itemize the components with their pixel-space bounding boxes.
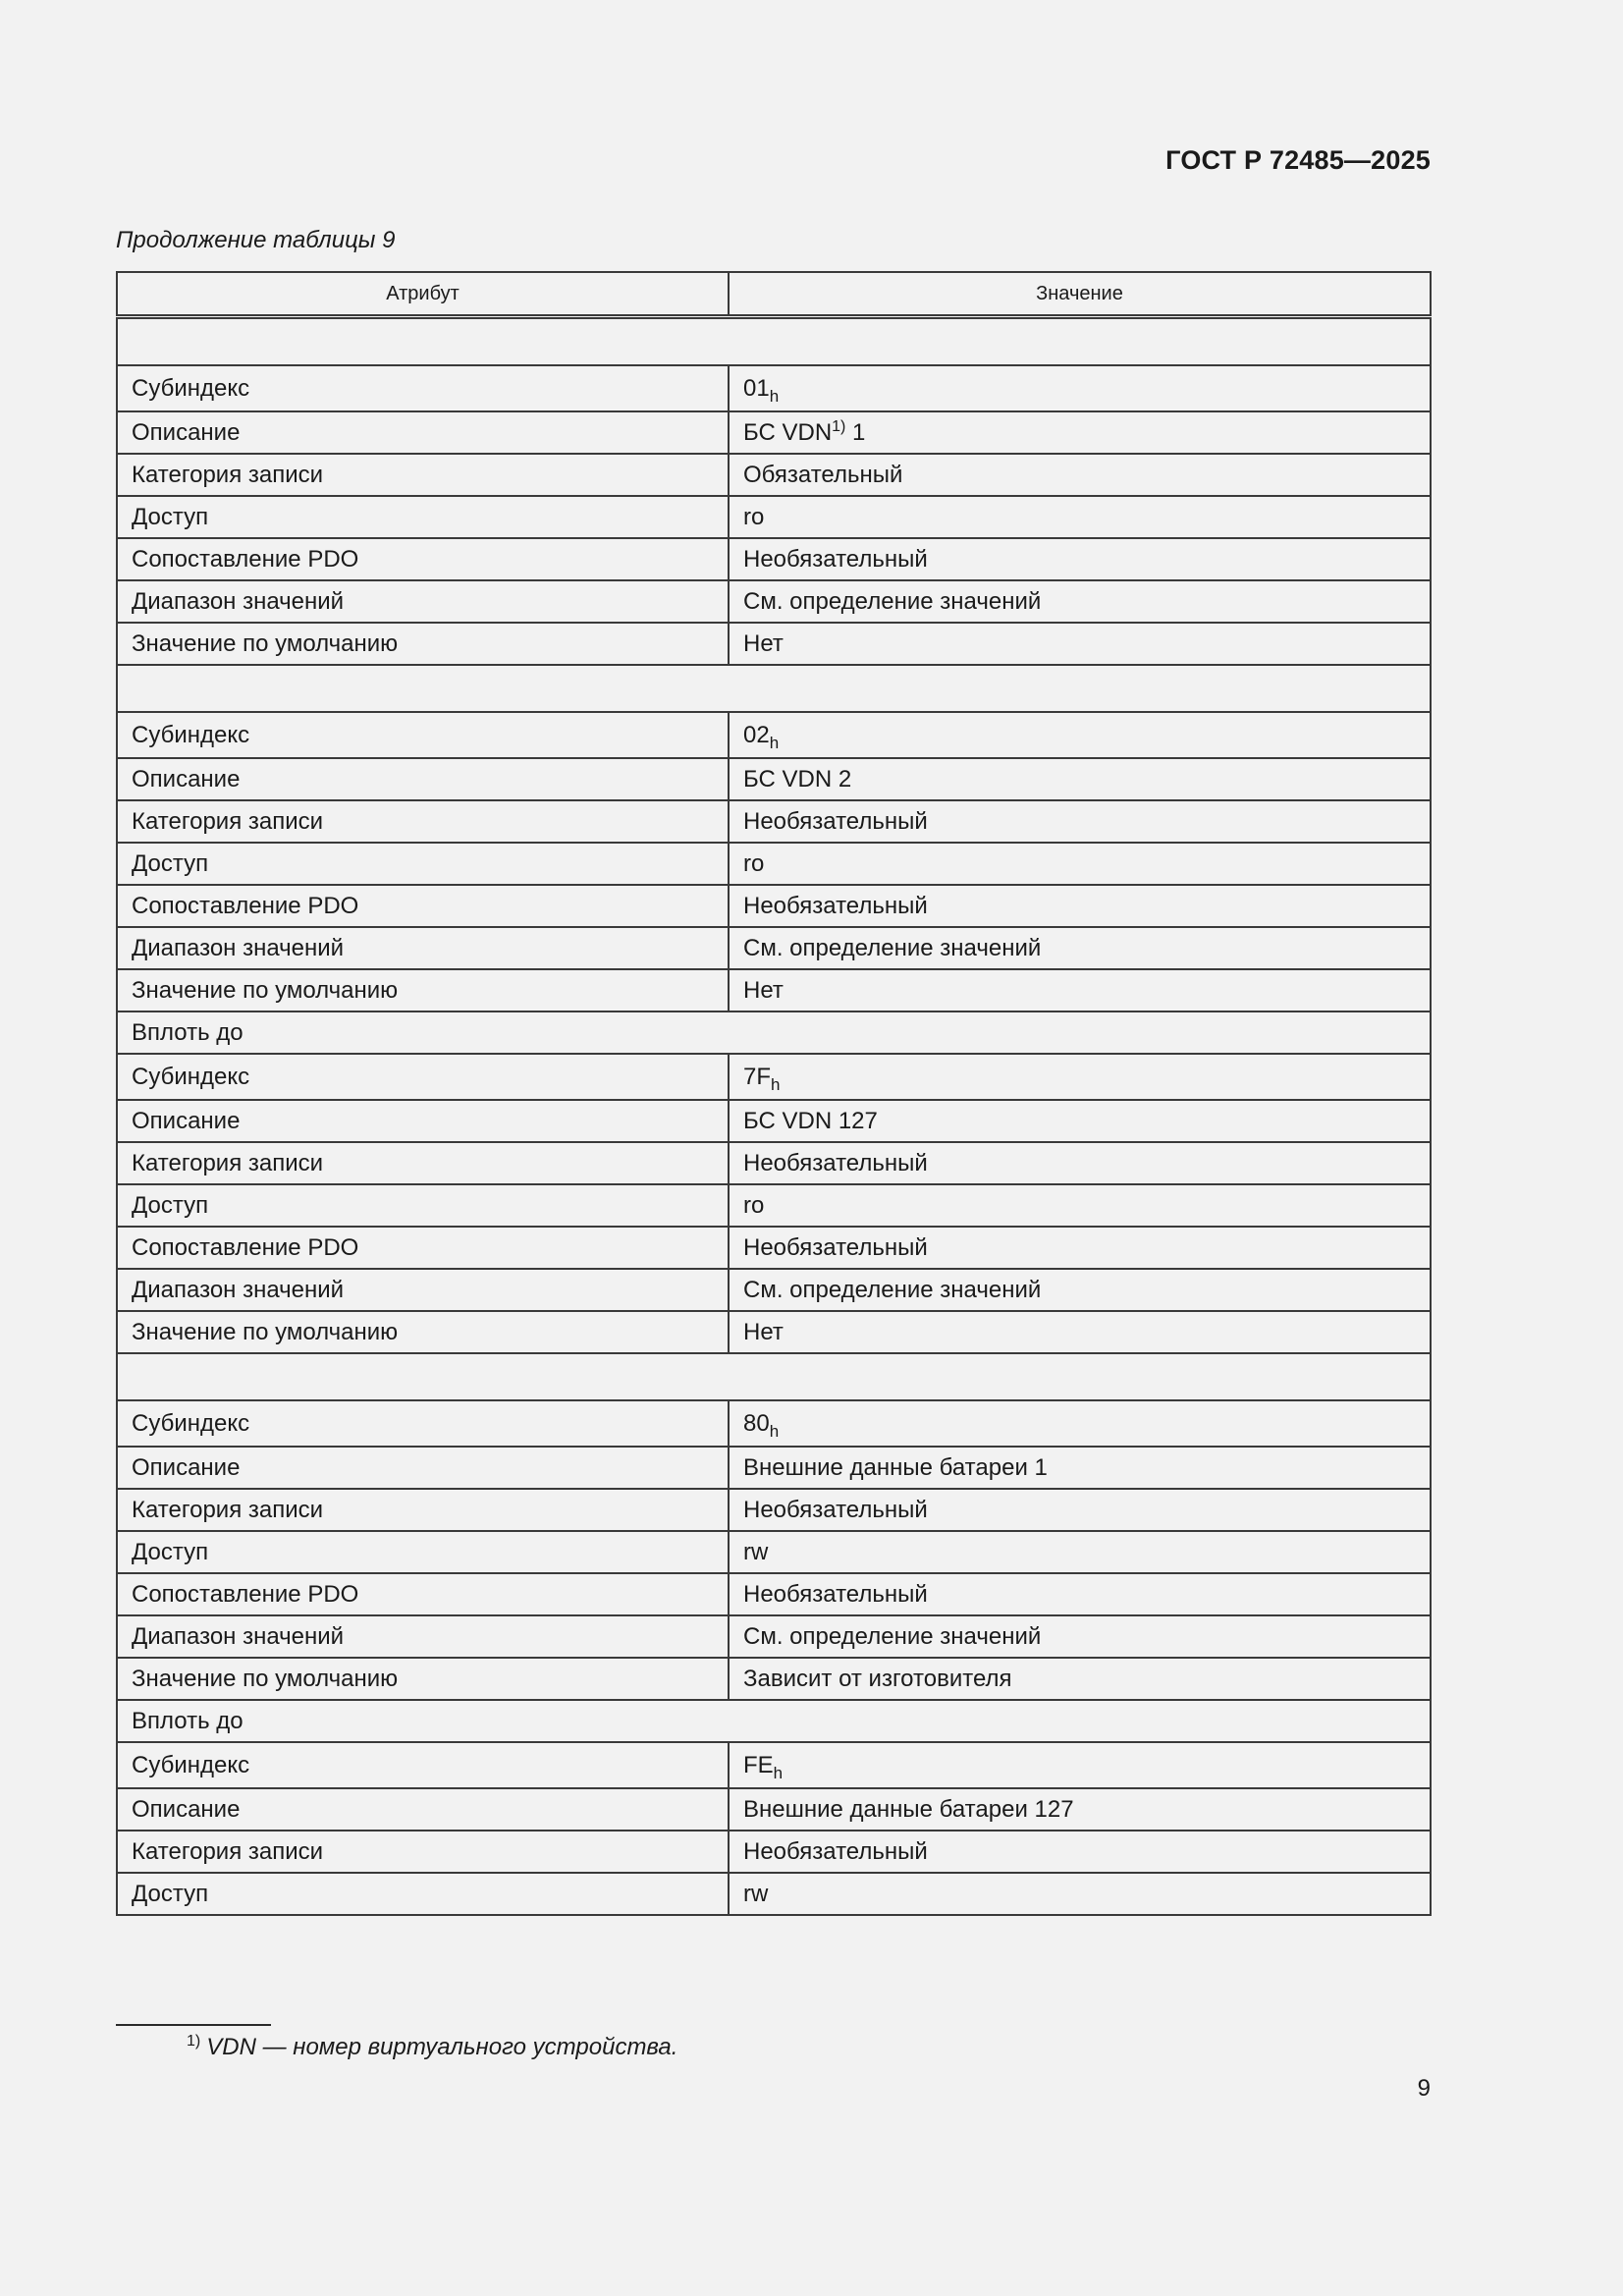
attribute-cell: Сопоставление PDO [117, 1227, 729, 1269]
table-body [117, 317, 1431, 1916]
value-text: См. определение значений [743, 587, 1042, 615]
value-suffix: 1 [845, 418, 866, 446]
footnote [187, 2034, 677, 2061]
attribute-table [116, 271, 1432, 1916]
value-text: ro [743, 1191, 765, 1219]
attribute-cell: Сопоставление PDO [117, 885, 729, 927]
value-cell [729, 580, 1431, 623]
table-row [117, 580, 1431, 623]
table-row [117, 1400, 1431, 1447]
attribute-cell: Сопоставление PDO [117, 538, 729, 580]
separator-cell [117, 665, 1431, 712]
value-cell [729, 843, 1431, 885]
value-text: Нет [743, 1318, 784, 1345]
table-row [117, 1184, 1431, 1227]
attribute-cell: Субиндекс [117, 1054, 729, 1100]
table-group-separator-row [117, 665, 1431, 712]
value-cell [729, 1742, 1431, 1788]
table-row [117, 885, 1431, 927]
range-label-cell: Вплоть до [117, 1011, 1431, 1054]
footnote-text: VDN — номер виртуального устройства. [206, 2034, 678, 2060]
table-row [117, 1742, 1431, 1788]
value-cell [729, 1142, 1431, 1184]
attribute-cell: Описание [117, 758, 729, 800]
column-header-attribute: Атрибут [117, 272, 729, 317]
value-text: Обязательный [743, 461, 903, 488]
attribute-cell: Значение по умолчанию [117, 1311, 729, 1353]
value-cell [729, 1658, 1431, 1700]
value-text: Нет [743, 629, 784, 657]
table-row [117, 758, 1431, 800]
attribute-cell: Доступ [117, 843, 729, 885]
table-row [117, 623, 1431, 665]
value-text: Необязательный [743, 1233, 928, 1261]
attribute-cell: Категория записи [117, 1489, 729, 1531]
value-text: rw [743, 1538, 769, 1565]
table-range-row [117, 1700, 1431, 1742]
table-row [117, 1489, 1431, 1531]
attribute-cell: Доступ [117, 1873, 729, 1915]
footnote-divider [116, 2024, 271, 2026]
value-cell [729, 496, 1431, 538]
value-cell [729, 1311, 1431, 1353]
value-text: 01 [743, 374, 770, 402]
table-row [117, 712, 1431, 758]
attribute-cell: Сопоставление PDO [117, 1573, 729, 1615]
attribute-cell: Значение по умолчанию [117, 969, 729, 1011]
attribute-cell: Категория записи [117, 1831, 729, 1873]
attribute-cell: Доступ [117, 1184, 729, 1227]
separator-cell [117, 317, 1431, 366]
value-text: Зависит от изготовителя [743, 1665, 1012, 1692]
table-range-row [117, 1011, 1431, 1054]
value-cell [729, 1531, 1431, 1573]
table-row [117, 1269, 1431, 1311]
attribute-cell: Описание [117, 1100, 729, 1142]
table-row [117, 1658, 1431, 1700]
attribute-cell: Описание [117, 1788, 729, 1831]
value-text: Внешние данные батареи 1 [743, 1453, 1048, 1481]
value-cell [729, 1054, 1431, 1100]
table-row [117, 1531, 1431, 1573]
value-text: БС VDN 2 [743, 765, 852, 793]
range-label-cell: Вплоть до [117, 1700, 1431, 1742]
table-row [117, 1873, 1431, 1915]
document-id: ГОСТ Р 72485—2025 [1165, 145, 1431, 175]
value-text: Необязательный [743, 1837, 928, 1865]
table-header-row [117, 272, 1431, 317]
value-text: Необязательный [743, 1496, 928, 1523]
value-cell [729, 1269, 1431, 1311]
value-text: 80 [743, 1409, 770, 1437]
value-cell [729, 712, 1431, 758]
attribute-cell: Диапазон значений [117, 1269, 729, 1311]
hex-subscript: h [769, 1421, 780, 1441]
footnote-reference: 1) [832, 417, 846, 435]
value-text: Необязательный [743, 807, 928, 835]
table-row [117, 1142, 1431, 1184]
attribute-cell: Доступ [117, 496, 729, 538]
table-row [117, 411, 1431, 454]
table-row [117, 454, 1431, 496]
table-row [117, 1227, 1431, 1269]
value-cell [729, 758, 1431, 800]
table-row [117, 800, 1431, 843]
attribute-cell: Субиндекс [117, 1400, 729, 1447]
value-cell [729, 454, 1431, 496]
table-row [117, 1831, 1431, 1873]
footnote-marker: 1) [187, 2033, 201, 2050]
value-cell [729, 1615, 1431, 1658]
hex-subscript: h [769, 386, 780, 406]
table-row [117, 365, 1431, 411]
table-row [117, 843, 1431, 885]
value-text: БС VDN [743, 418, 833, 446]
value-text: БС VDN 127 [743, 1107, 878, 1134]
attribute-cell: Значение по умолчанию [117, 1658, 729, 1700]
table-row [117, 538, 1431, 580]
value-cell [729, 885, 1431, 927]
table-row [117, 969, 1431, 1011]
column-header-value: Значение [729, 272, 1431, 317]
attribute-cell: Категория записи [117, 1142, 729, 1184]
value-cell [729, 411, 1431, 454]
table-group-separator-row [117, 1353, 1431, 1400]
table-row [117, 1311, 1431, 1353]
table-row [117, 1100, 1431, 1142]
value-text: FE [743, 1751, 774, 1778]
value-text: 7F [743, 1063, 772, 1090]
table-row [117, 1573, 1431, 1615]
table-row [117, 1788, 1431, 1831]
value-cell [729, 1489, 1431, 1531]
value-text: См. определение значений [743, 1276, 1042, 1303]
attribute-cell: Субиндекс [117, 365, 729, 411]
attribute-cell: Описание [117, 1447, 729, 1489]
table-row [117, 496, 1431, 538]
value-cell [729, 927, 1431, 969]
attribute-cell: Диапазон значений [117, 927, 729, 969]
value-text: См. определение значений [743, 934, 1042, 961]
hex-subscript: h [771, 1074, 781, 1094]
attribute-cell: Субиндекс [117, 712, 729, 758]
value-cell [729, 365, 1431, 411]
attribute-cell: Диапазон значений [117, 580, 729, 623]
table-caption: Продолжение таблицы 9 [116, 227, 396, 253]
value-text: rw [743, 1880, 769, 1907]
value-text: ro [743, 849, 765, 877]
attribute-cell: Доступ [117, 1531, 729, 1573]
separator-cell [117, 1353, 1431, 1400]
value-text: ro [743, 503, 765, 530]
hex-subscript: h [773, 1763, 784, 1782]
table-group-separator-row [117, 317, 1431, 366]
attribute-cell: Категория записи [117, 800, 729, 843]
page-number: 9 [1417, 2075, 1431, 2102]
value-cell [729, 623, 1431, 665]
table-row [117, 1615, 1431, 1658]
value-cell [729, 1100, 1431, 1142]
hex-subscript: h [769, 733, 780, 752]
attribute-cell: Субиндекс [117, 1742, 729, 1788]
value-text: Внешние данные батареи 127 [743, 1795, 1074, 1823]
value-text: Необязательный [743, 545, 928, 573]
value-text: Необязательный [743, 1149, 928, 1176]
value-text: 02 [743, 721, 770, 748]
attribute-cell: Описание [117, 411, 729, 454]
value-cell [729, 969, 1431, 1011]
value-cell [729, 800, 1431, 843]
value-cell [729, 1788, 1431, 1831]
table-row [117, 1054, 1431, 1100]
value-text: Необязательный [743, 892, 928, 919]
value-cell [729, 1447, 1431, 1489]
attribute-cell: Значение по умолчанию [117, 623, 729, 665]
value-cell [729, 538, 1431, 580]
value-cell [729, 1400, 1431, 1447]
value-cell [729, 1873, 1431, 1915]
value-cell [729, 1227, 1431, 1269]
value-cell [729, 1573, 1431, 1615]
table-row [117, 927, 1431, 969]
table-row [117, 1447, 1431, 1489]
value-cell [729, 1831, 1431, 1873]
value-text: Нет [743, 976, 784, 1004]
value-text: См. определение значений [743, 1622, 1042, 1650]
value-text: Необязательный [743, 1580, 928, 1608]
attribute-cell: Диапазон значений [117, 1615, 729, 1658]
value-cell [729, 1184, 1431, 1227]
attribute-cell: Категория записи [117, 454, 729, 496]
